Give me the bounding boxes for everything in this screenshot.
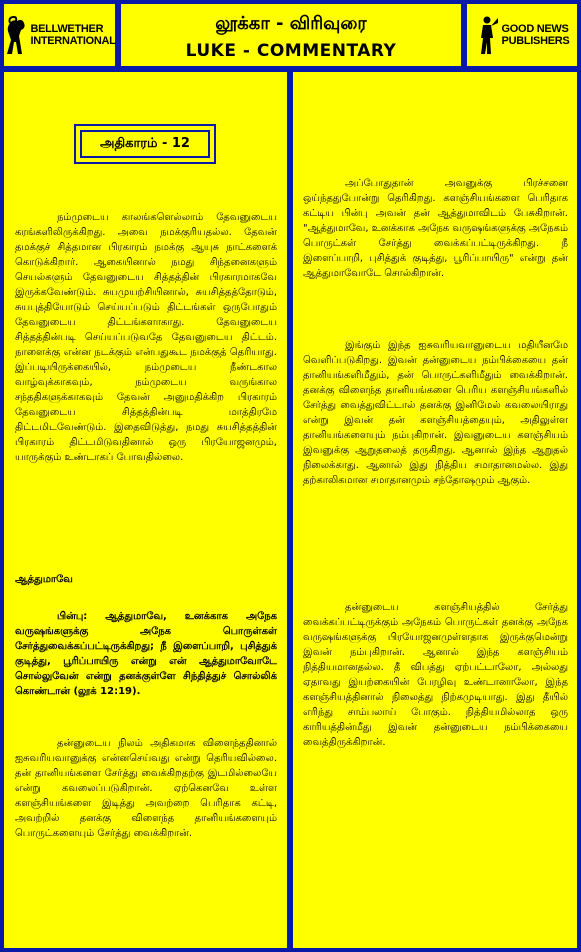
title-english: LUKE - COMMENTARY	[185, 41, 397, 61]
section-heading: ஆத்துமாவே	[15, 574, 73, 585]
title-tamil: லூக்கா - விரிவுரை	[215, 13, 367, 34]
right-paragraph-2: இங்கும் இந்த ஐசுவரியவானுடைய மதியீனமே வெளிப்படுகிறது. இவன் தன்னுடைய நம்பிக்கையை தன் தானியங்களிமீதும், தன் பொருட்களிமீதும் வைக்கிறான். தனக்கு விளைந்த தானியங்களை பெரிய களஞ்சியங்களில் சேர்த்து வைத்துவிட்டால் தனக்கு இனிமேல் கவலையிராது என்று இவன் தன் களஞ்சியத்தையும், அதிலுள்ள தானியங்களையும் நம்புகிறான். இவனுடைய களஞ்சியம் இவனுக்கு ஆறுதலைத் தருகிறது. ஆனால் இந்த ஆறுதல் நிலைக்காது. ஆனால் இது நித்திய சமாதானமல்ல. இது தற்காலிகமான சமாதானமும் சந்தோஷமும் ஆகும்.	[303, 340, 568, 486]
right-column	[293, 72, 577, 948]
good-news-logo-panel	[467, 4, 577, 66]
title-panel	[121, 4, 461, 66]
right-paragraph-3: தன்னுடைய களஞ்சியத்தில் சேர்த்து வைக்கப்பட்டிருக்கும் அநேகம் பொருட்கள் தனக்கு அநேக வருஷங்களுக்கு பிரயோஜனமுள்ளதாக இருக்குமென்று இவன் நம்புகிறான். ஆனால் இந்த களஞ்சியம் நித்தியமானதல்ல. தீ விபத்து ஏற்பட்டாலோ, அல்லது ஏதாவது இயற்கையின் பேரழிவு உண்டானாலோ, இந்த களஞ்சியத்தினால் நிலைத்து நிற்கமுடியாது. இது தீயில் எரிந்து சாம்பலாய் போகும். நித்தியமில்லாத ஒரு காரியத்தின்மீது இவன் தன்னுடைய நம்பிக்கையை வைத்திருக்கிறான்.	[303, 602, 568, 748]
scripture-quote: பின்பு: ஆத்துமாவே, உனக்காக அநேக வருஷங்களுக்கு அநேக பொருள்கள் சேர்த்துவைக்கப்பட்டிருக்கிறது; நீ இளைப்பாறி, புசித்துக் குடித்து, பூரிப்பாயிரு என்று என் ஆத்துமாவோடே சொல்லுவேன் என்று தனக்குள்ளே சிந்தித்துச் சொல்லிக் கொண்டான் (லூக் 12:19).	[15, 611, 277, 697]
herald-figure-icon	[475, 14, 499, 56]
good-news-logo	[467, 4, 577, 66]
good-news-logo-line1: GOOD NEWS	[501, 23, 569, 35]
bellwether-logo-line1: BELLWETHER	[30, 23, 104, 35]
bellwether-logo-line2: INTERNATIONAL	[30, 35, 116, 47]
left-column	[4, 72, 287, 948]
left-paragraph-1: நம்முடைய காலங்களெல்லாம் தேவனுடைய கரங்களிலிருக்கிறது. அவை நமக்குரியதல்ல. தேவன் தமக்குச் சித்தமான பிரகாரம் நமக்கு ஆயுசு நாட்களைக் கொடுக்கிறார். ஆகையினால் நமது சிந்தனைகளும் செயல்களும் தேவனுடைய சித்தத்தின் பிரகாரமாகவே இருக்கவேண்டும். சுயமுயற்சியினால், சுயசித்தத்தோடும், சுயபுத்தியோடும் செய்யப்படும் திட்டங்கள் ஒருபோதும் தேவனுடைய திட்டங்களாகாது. தேவனுடைய சித்தத்தின்படி செய்யப்படுவதே தேவனுடைய திட்டம். நாளைக்கு என்ன நடக்கும் என்பதுகூட நமக்குத் தெரியாது. இப்படியிருக்கையில், நம்முடைய நீண்டகால வாழ்வுக்காகவும், நம்முடைய வருங்கால சந்ததிகளுக்காகவும் தேவன் அனுமதிக்கிற பிரகாரம் தேவனுடைய சித்தத்தின்படி மாத்திரமே திட்டமிடவேண்டும். இதைவிடுத்து, நமது சுயசித்தத்தின் பிரகாரம் திட்டமிடுவதினால் ஒரு பிரயோஜனமும், யாருக்கும் உண்டாகப் போவதில்லை.	[15, 212, 277, 463]
bellwether-ram-icon	[3, 14, 27, 56]
good-news-logo-line2: PUBLISHERS	[501, 35, 570, 47]
chapter-label: அதிகாரம் - 12	[80, 130, 210, 158]
bellwether-logo-panel	[4, 4, 115, 66]
chapter-box	[74, 124, 216, 164]
right-paragraph-1: அப்போதுதான் அவனுக்கு பிரச்சனை ஒய்ந்ததுபோன்று தெரிகிறது. களஞ்சியங்களை பெரிதாக கட்டிய பின்பு அவன் தன் ஆத்துமாவிடம் பேசுகிறான். "ஆத்துமாவே, உனக்காக அநேக வருஷங்களுக்கு அநேகம் பொருட்கள் சேர்த்து வைக்கப்பட்டிருக்கிறது. நீ இளைப்பாறி, புசித்துக் குடித்து, பூரிப்பாயிரு" என்று தன் ஆத்துமாவோடே சொல்கிறான்.	[303, 178, 568, 279]
left-paragraph-2: தன்னுடைய நிலம் அதிகமாக விளைந்ததினால் ஐசுவரியவானுக்கு என்னசெய்வது என்று தெரியவில்லை. தன் தானியங்களை சேர்த்து வைக்கிறதற்கு இடமில்லையே என்று கவலைப்படுகிறான். ஏற்கெனவே உள்ள களஞ்சியங்களை இடித்து அவற்றை பெரிதாக கட்டி, அவற்றில் தனக்கு விளைந்த தானியங்களையும் பொருட்களையும் சேர்த்து வைக்கிறான்.	[15, 738, 277, 839]
bellwether-logo	[4, 4, 115, 66]
